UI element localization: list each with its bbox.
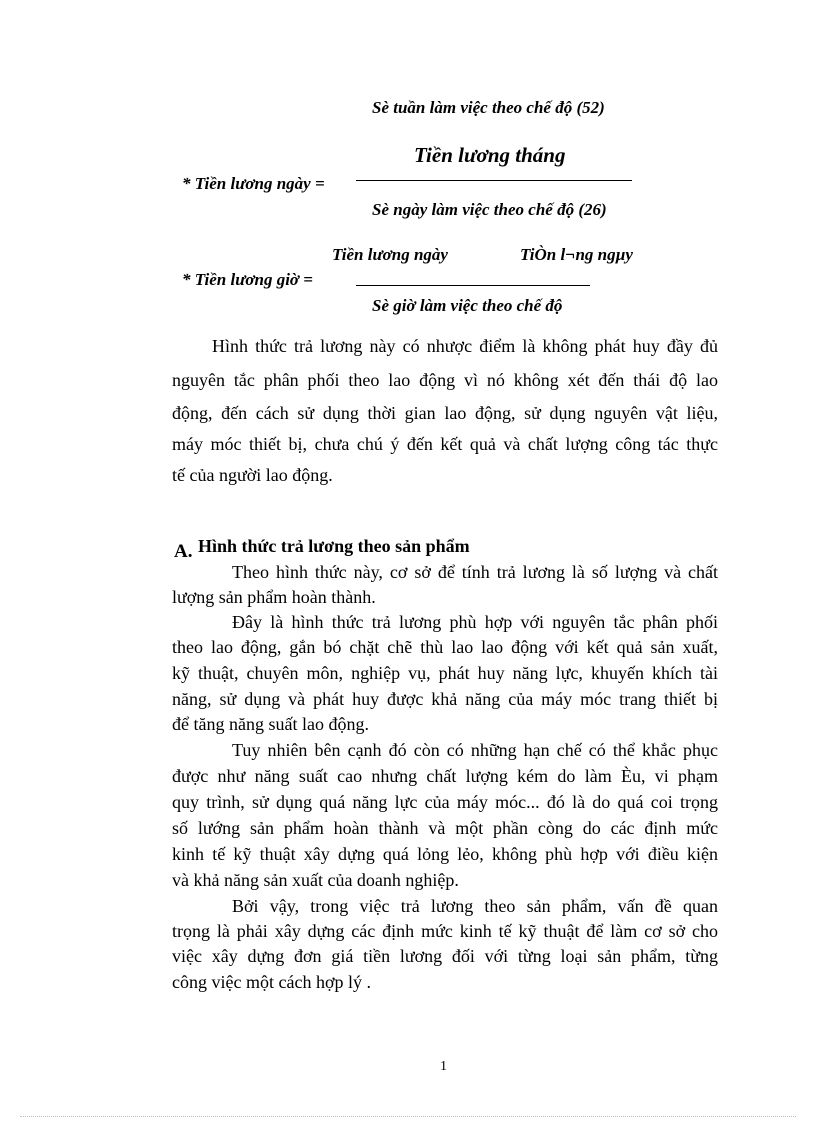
weekly-divisor-text: Sè tuần làm việc theo chế độ (52) <box>372 98 605 117</box>
section-a-marker: A. <box>174 541 193 562</box>
sa-p3-line-2: được như năng suất cao nhưng chất lượng kém do làm Èu, vi phạm <box>172 766 718 786</box>
para1-line-4: máy móc thiết bị, chưa chú ý đến kết quả và chất lượng công tác thực <box>172 434 718 454</box>
daily-wage-denominator: Sè ngày làm việc theo chế độ (26) <box>372 200 607 219</box>
daily-wage-numerator: Tiền lương tháng <box>414 143 566 167</box>
sa-p3-line-5: kinh tế kỹ thuật xây dựng quá lỏng lẻo, không phù hợp với điều kiện <box>172 844 718 864</box>
para1-line-3: động, đến cách sử dụng thời gian lao động, sử dụng nguyên vật liệu, <box>172 403 718 423</box>
sa-p1-line-2: lượng sản phẩm hoàn thành. <box>172 587 376 607</box>
sa-p4-line-3: việc xây dựng đơn giá tiền lương đối với từng loại sản phẩm, từng <box>172 946 718 966</box>
sa-p3-line-4: số lướng sản phẩm hoàn thành và một phần còng do các định mức <box>172 818 718 838</box>
sa-p2-line-4: năng, sử dụng và phát huy được khả năng của máy móc trang thiết bị <box>172 689 718 709</box>
hourly-wage-label: * Tiền lương giờ = <box>182 270 313 289</box>
hourly-wage-numerator: Tiền lương ngày <box>332 245 448 264</box>
sa-p2-line-1: Đây là hình thức trả lương phù hợp với nguyên tắc phân phối <box>232 612 718 632</box>
sa-p2-line-5: để tăng năng suất lao động. <box>172 714 369 734</box>
hourly-wage-denominator: Sè giờ làm việc theo chế độ <box>372 296 563 315</box>
sa-p3-line-1: Tuy nhiên bên cạnh đó còn có những hạn chế có thể khắc phục <box>232 740 718 760</box>
sa-p3-line-6: và khả năng sản xuất của doanh nghiệp. <box>172 870 459 890</box>
para1-line-1: Hình thức trả lương này có nhược điểm là không phát huy đầy đủ <box>212 336 718 356</box>
section-a-title: Hình thức trả lương theo sản phẩm <box>198 536 470 556</box>
hourly-wage-numerator-garbled: TiÒn l¬ng ngµy <box>520 245 633 264</box>
hourly-fraction-bar <box>356 285 590 286</box>
sa-p1-line-1: Theo hình thức này, cơ sở để tính trả lương là số lượng và chất <box>232 562 718 582</box>
sa-p4-line-4: công việc một cách hợp lý . <box>172 972 371 992</box>
sa-p4-line-2: trọng là phải xây dựng các định mức kinh tế kỹ thuật để làm cơ sở cho <box>172 921 718 941</box>
sa-p2-line-3: kỹ thuật, chuyên môn, nghiệp vụ, phát huy năng lực, khuyến khích tài <box>172 663 718 683</box>
para1-line-5: tế của người lao động. <box>172 465 333 485</box>
para1-line-2: nguyên tắc phân phối theo lao động vì nó không xét đến thái độ lao <box>172 370 718 390</box>
daily-fraction-bar <box>356 180 632 181</box>
sa-p4-line-1: Bởi vậy, trong việc trả lương theo sản phẩm, vấn đề quan <box>232 896 718 916</box>
sa-p2-line-2: theo lao động, gắn bó chặt chẽ thù lao lao động với kết quả sản xuất, <box>172 637 718 657</box>
page-number: 1 <box>440 1059 447 1074</box>
daily-wage-label: * Tiền lương ngày = <box>182 174 325 193</box>
page-bottom-divider <box>20 1116 796 1117</box>
sa-p3-line-3: quy trình, sử dụng quá năng lực của máy móc... đó là do quá coi trọng <box>172 792 718 812</box>
